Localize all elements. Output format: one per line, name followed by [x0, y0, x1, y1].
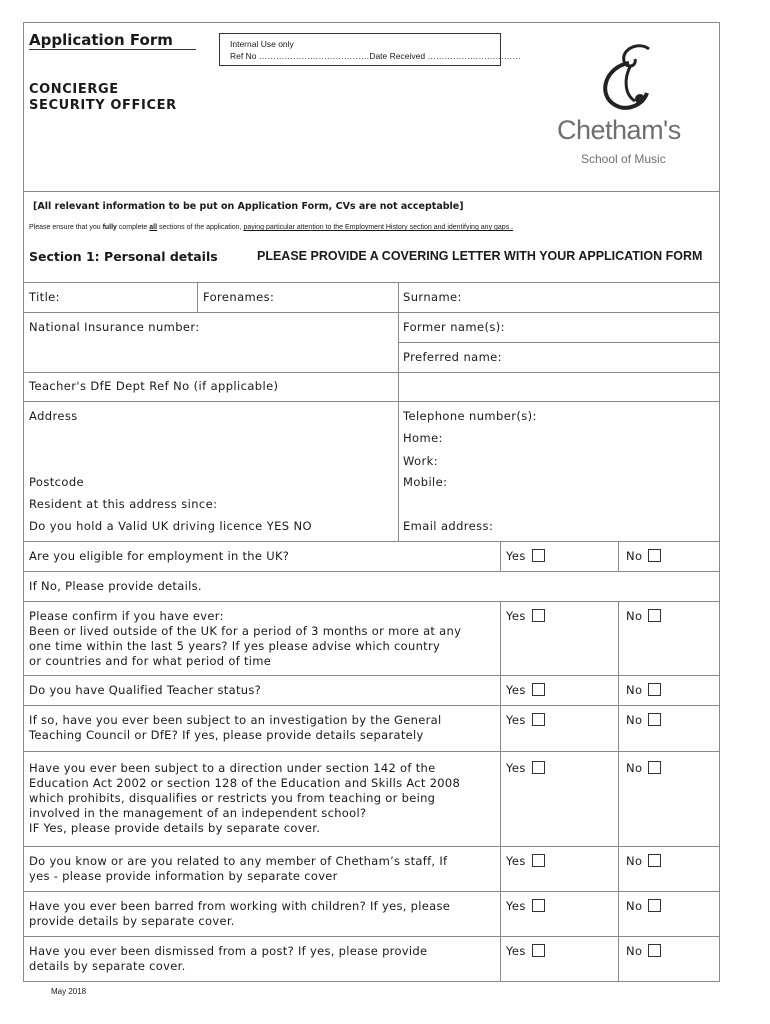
chethams-logo-icon	[591, 43, 661, 115]
dismissed-question: Have you ever been dismissed from a post? If yes, please provide details by separate cover.	[29, 944, 428, 973]
s142-no: No	[626, 761, 661, 776]
job-title-line-1: CONCIERGE	[29, 82, 119, 97]
barred-yes-checkbox[interactable]	[532, 899, 545, 912]
logo-subtitle: School of Music	[581, 152, 666, 166]
related-yes-checkbox[interactable]	[532, 854, 545, 867]
related-staff-question: Do you know or are you related to any member of Chetham’s staff, If yes - please provide information by separate cover	[29, 854, 448, 883]
footer-date: May 2018	[51, 987, 87, 996]
outside-uk-no: No	[626, 609, 661, 624]
if-no-details: If No, Please provide details.	[29, 579, 202, 593]
barred-yes: Yes	[506, 899, 545, 914]
qts-yes: Yes	[506, 683, 545, 698]
s142-no-checkbox[interactable]	[648, 761, 661, 774]
resident-since-label: Resident at this address since:	[29, 497, 218, 511]
telephone-label: Telephone number(s):	[403, 409, 537, 423]
gtc-no-checkbox[interactable]	[648, 713, 661, 726]
preferred-name-label: Preferred name:	[403, 350, 502, 364]
related-yes: Yes	[506, 854, 545, 869]
outside-uk-no-checkbox[interactable]	[648, 609, 661, 622]
title-field-label: Title:	[29, 290, 60, 304]
outside-uk-yes-checkbox[interactable]	[532, 609, 545, 622]
mobile-phone-label: Mobile:	[403, 475, 448, 489]
former-names-label: Former name(s):	[403, 320, 505, 334]
gtc-yes-checkbox[interactable]	[532, 713, 545, 726]
ni-number-label: National Insurance number:	[29, 320, 200, 334]
eligible-no: No	[626, 549, 661, 564]
driving-licence-label: Do you hold a Valid UK driving licence YES NO	[29, 519, 312, 533]
email-label: Email address:	[403, 519, 494, 533]
barred-question: Have you ever been barred from working with children? If yes, please provide details by separate cover.	[29, 899, 451, 928]
qts-yes-checkbox[interactable]	[532, 683, 545, 696]
logo-wordmark: Chetham's	[557, 115, 681, 145]
title-underline	[29, 49, 196, 50]
info-note: [All relevant information to be put on Application Form, CVs are not acceptable]	[33, 201, 464, 212]
address-label: Address	[29, 409, 78, 423]
eligible-yes-checkbox[interactable]	[532, 549, 545, 562]
gtc-investigation-question: If so, have you ever been subject to an investigation by the General Teaching Council or DfE? If yes, please provide details separately	[29, 713, 442, 742]
related-no-checkbox[interactable]	[648, 854, 661, 867]
qts-question: Do you have Qualified Teacher status?	[29, 683, 262, 697]
forenames-field-label: Forenames:	[203, 290, 275, 304]
related-no: No	[626, 854, 661, 869]
surname-field-label: Surname:	[403, 290, 462, 304]
section-142-question: Have you ever been subject to a direction under section 142 of the Education Act 2002 or section 128 of the Education and Skills Act 2008 which prohibits, disqualifies or restricts you from teaching or being involved in the management of an independent school? IF Yes, please provide details by separate cover.	[29, 761, 461, 835]
dismissed-no: No	[626, 944, 661, 959]
gtc-yes: Yes	[506, 713, 545, 728]
application-form-page	[23, 22, 720, 982]
qts-no-checkbox[interactable]	[648, 683, 661, 696]
dismissed-no-checkbox[interactable]	[648, 944, 661, 957]
section-1-title: Section 1: Personal details	[29, 249, 218, 264]
divider	[24, 191, 719, 192]
dfe-ref-label: Teacher's DfE Dept Ref No (if applicable)	[29, 379, 279, 393]
qts-no: No	[626, 683, 661, 698]
postcode-label: Postcode	[29, 475, 84, 489]
outside-uk-yes: Yes	[506, 609, 545, 624]
gtc-no: No	[626, 713, 661, 728]
work-phone-label: Work:	[403, 454, 438, 468]
ref-date-line: Ref No …………………………………Date Received ……………………………	[230, 51, 521, 61]
home-phone-label: Home:	[403, 431, 443, 445]
dismissed-yes: Yes	[506, 944, 545, 959]
internal-use-label: Internal Use only	[230, 39, 294, 49]
form-title: Application Form	[29, 31, 173, 49]
eligible-question: Are you eligible for employment in the UK?	[29, 549, 290, 563]
barred-no: No	[626, 899, 661, 914]
s142-yes-checkbox[interactable]	[532, 761, 545, 774]
outside-uk-question: Please confirm if you have ever: Been or lived outside of the UK for a period of 3 months or more at any one time within the last 5 years? If yes please advise which country or countries and for what period of time	[29, 609, 462, 668]
barred-no-checkbox[interactable]	[648, 899, 661, 912]
eligible-yes: Yes	[506, 549, 545, 564]
covering-letter-notice: PLEASE PROVIDE A COVERING LETTER WITH YOUR APPLICATION FORM	[257, 249, 703, 263]
s142-yes: Yes	[506, 761, 545, 776]
ensure-note: Please ensure that you fully complete all sections of the application, paying particular attention to the Employment History section and identifying any gaps .	[29, 224, 514, 231]
job-title-line-2: SECURITY OFFICER	[29, 98, 177, 113]
job-title	[29, 82, 177, 114]
eligible-no-checkbox[interactable]	[648, 549, 661, 562]
dismissed-yes-checkbox[interactable]	[532, 944, 545, 957]
internal-use-box	[219, 33, 521, 66]
